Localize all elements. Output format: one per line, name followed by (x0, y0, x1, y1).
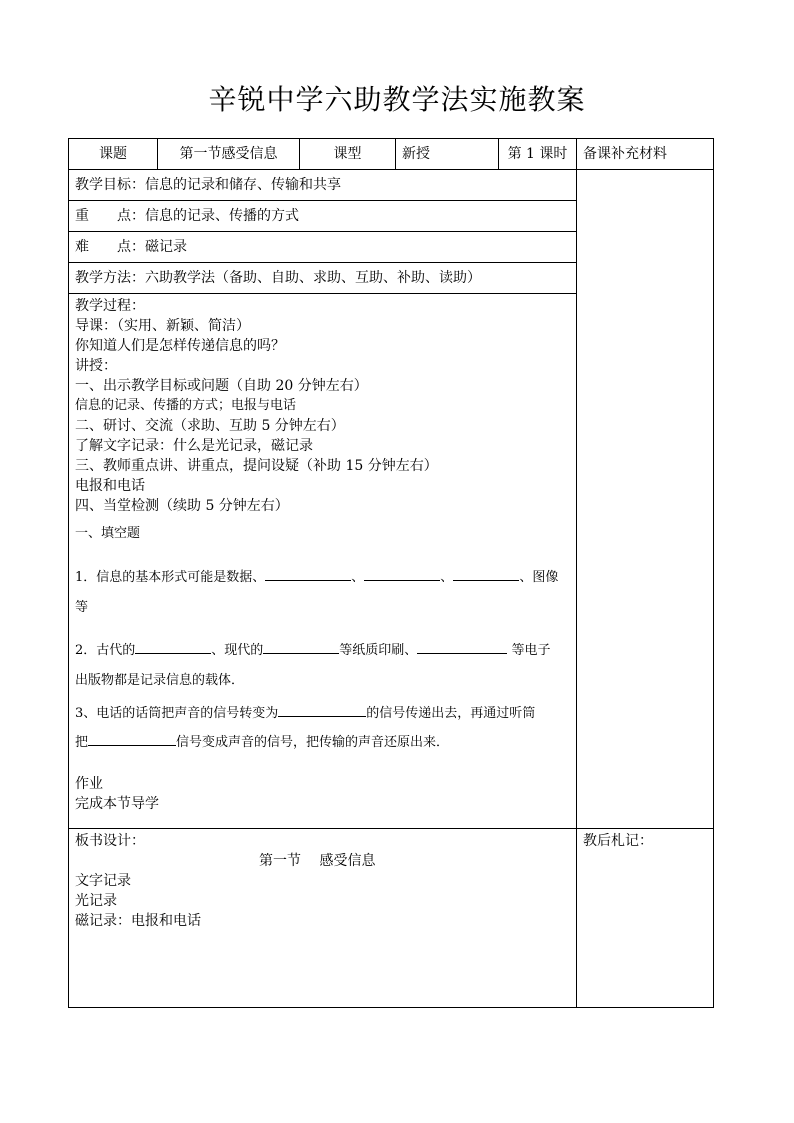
intro-label: 导课：（实用、新颖、简洁） (75, 318, 250, 334)
step-1: 一、出示教学目标或问题（自助 20 分钟左右） (75, 378, 368, 394)
board-label: 板书设计： (75, 833, 145, 849)
goals-cell: 教学目标：信息的记录和储存、传输和共享 (69, 170, 577, 201)
board-item-1: 文字记录 (75, 873, 131, 889)
q1-sep-2: 、 (440, 570, 454, 585)
step-4: 四、当堂检测（续助 5 分钟左右） (75, 498, 289, 514)
board-item-3: 磁记录：电报和电话 (75, 913, 201, 929)
homework-value: 完成本节导学 (75, 796, 159, 812)
step-3-note: 电报和电话 (75, 478, 145, 494)
board-section: 第一节 感受信息 (259, 853, 376, 869)
q3-text-a: 3、电话的话筒把声音的信号转变为 (75, 706, 279, 721)
q3-text-end: 的信号传递出去，再通过听筒 (366, 706, 536, 721)
step-3: 三、教师重点讲、讲重点，提问设疑（补助 15 分钟左右） (75, 458, 438, 474)
board-row (69, 829, 714, 1008)
intro-question: 你知道人们是怎样传递信息的吗？ (75, 338, 285, 354)
board-cell (69, 829, 577, 1008)
topic-label: 课题 (69, 139, 158, 170)
question-3-cont (75, 731, 570, 752)
step-2: 二、研讨、交流（求助、互助 5 分钟左右） (75, 418, 345, 434)
process-heading: 教学过程： (75, 298, 145, 314)
q2-blank-3 (417, 639, 507, 654)
process-cell (69, 294, 577, 829)
period-cell: 第 1 课时 (499, 139, 577, 170)
method-cell: 教学方法：六助教学法（备助、自助、求助、互助、补助、读助） (69, 263, 577, 294)
question-3 (75, 702, 570, 723)
question-2-cont: 出版物都是记录信息的载体． (75, 673, 245, 688)
q2-text-mid1: 、现代的 (211, 643, 264, 658)
topic-value: 第一节感受信息 (158, 139, 300, 170)
lesson-plan-table (68, 138, 714, 1008)
homework-label: 作业 (75, 776, 103, 792)
board-item-2: 光记录 (75, 893, 117, 909)
q1-text-end: 、图像 (519, 570, 559, 585)
supplement-header: 备课补充材料 (577, 139, 714, 170)
supplement-cell (577, 170, 714, 829)
q1-blank-2 (364, 566, 440, 581)
q1-blank-3 (453, 566, 519, 581)
q3-blank-1 (278, 702, 366, 717)
question-2 (75, 639, 570, 660)
q1-text-a: 1．信息的基本形式可能是数据、 (75, 570, 266, 585)
page-title: 辛锐中学六助教学法实施教案 (208, 83, 586, 116)
lecture-label: 讲授： (75, 358, 117, 374)
step-2-note: 了解文字记录：什么是光记录，磁记录 (75, 438, 313, 454)
q3-blank-2 (88, 731, 176, 746)
q2-text-a: 2．古代的 (75, 643, 136, 658)
key-point-cell: 重 点：信息的记录、传播的方式 (69, 201, 577, 232)
step-1-note: 信息的记录、传播的方式；电报与电话 (75, 398, 297, 413)
difficulty-cell: 难 点：磁记录 (69, 232, 577, 263)
question-1 (75, 566, 570, 587)
header-row (69, 139, 714, 170)
fill-heading: 一、填空题 (75, 526, 141, 541)
q3-text-b2: 信号变成声音的信号，把传输的声音还原出来． (176, 735, 450, 750)
type-label: 课型 (300, 139, 396, 170)
q2-text-mid2: 等纸质印刷、 (339, 643, 418, 658)
goals-row (69, 170, 714, 201)
q2-text-end: 等电子 (507, 643, 551, 658)
q2-blank-1 (135, 639, 211, 654)
question-1-cont: 等 (75, 600, 89, 615)
q3-text-b1: 把 (75, 735, 89, 750)
notes-label: 教后札记： (583, 833, 653, 849)
q1-blank-1 (265, 566, 351, 581)
q2-blank-2 (263, 639, 339, 654)
notes-cell (577, 829, 714, 1008)
q1-sep-1: 、 (351, 570, 365, 585)
type-value: 新授 (396, 139, 499, 170)
